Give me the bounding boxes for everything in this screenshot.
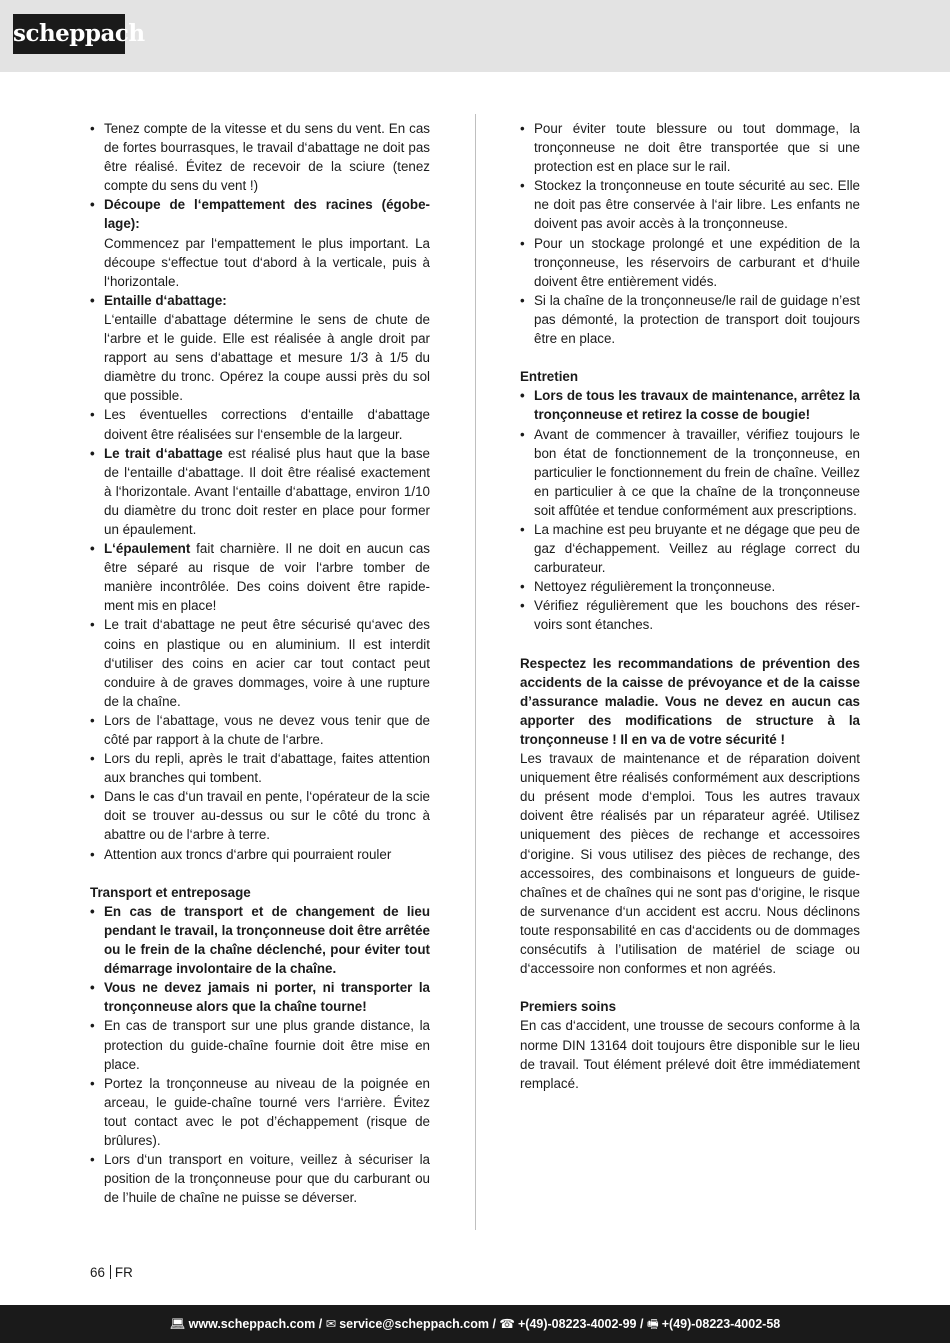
list-item: • Si la chaîne de la tronçonneuse/le rail de guidage n’est pas démonté, la protection de transport doit toujours être en place. [520,291,860,348]
list-item: • Vérifiez régulièrement que les bouchons des réservoirs sont étanches. [520,596,860,634]
email-icon: ✉︎ [325,1317,337,1331]
maintenance-paragraph: Les travaux de maintenance et de réparation doivent uniquement être réalisés conformément aux descriptions du présent mode d‘emploi. Tous les autres travaux doivent être réalisés par un réparateur agréé. Utilisez uniquement des pièces de rechange et accessoires d‘origine. Si vous utilisez des pièces de rechange, des accessoires, des combinaisons et longueurs de guide-chaînes et de chaînes qui ne sont pas d‘origine, le risque de survenance d‘un accident est accru. Nous déclinons toute responsabilité en cas d‘accidents ou de dommages consécutifs à l’utilisation de matériel de sciage ou d‘accessoire non conformes et non agréés. [520,751,860,977]
list-item: • Dans le cas d‘un travail en pente, l‘opérateur de la scie doit se trouver au-dessus ou sur le côté du tronc à abattre ou de l‘arbre à terre. [90,787,430,844]
storage-list [520,119,860,348]
list-item: • Lors d‘un transport en voiture, veillez à sécuriser la position de la tronçonneuse pour que du carburant ou de l’huile de chaîne ne puisse se déverser. [90,1150,430,1207]
header-bar [0,0,950,72]
list-item: • En cas de transport et de changement de lieu pendant le travail, la tronçonneuse doit être arrêtée ou le frein de la chaîne déclenché, pour éviter tout démarrage involontaire de la chaîne. [90,902,430,978]
item-title: • Découpe de l‘empattement des racines (égobelage): [104,197,430,232]
list-item: • Le trait d‘abattage ne peut être sécurisé qu‘avec des coins en plastique ou en aluminium. Il est interdit d‘utiliser des coins en acier car tout contact peut conduire à de graves dommages, voire à une rupture de la chaîne. [90,615,430,710]
list-item: • Découpe de l‘empattement des racines (égobelage): Commencez par l‘empattement le plus important. La découpe s‘effectue tout d‘abord à la verticale, puis à l‘horizontale. [90,195,430,290]
list-item: • La machine est peu bruyante et ne dégage que peu de gaz d‘échappement. Veillez au réglage correct du carburateur. [520,520,860,577]
maintenance-list [520,386,860,634]
list-item: • Entaille d‘abattage: L‘entaille d‘abattage détermine le sens de chute de l‘arbre et le guide. Elle est réalisée à angle droit par rapport au sens d‘abattage et mesure 1/3 à 1/5 du diamètre du tronc. Opérez la coupe aussi près du sol que possible. [90,291,430,406]
list-item: • Pour éviter toute blessure ou tout dommage, la tronçonneuse ne doit être transportée que si une protection est en place sur le rail. [520,119,860,176]
list-item: • Nettoyez régulièrement la tronçonneuse. [520,577,860,596]
fax-icon: 🖷︎ [646,1317,659,1331]
list-item: • Stockez la tronçonneuse en toute sécurité au sec. Elle ne doit pas être conservée à l‘air libre. Les enfants ne doivent pas avoir accès à la tronçonneuse. [520,176,860,233]
list-item: • Vous ne devez jamais ni porter, ni transporter la tronçonneuse alors que la chaîne tourne! [90,978,430,1016]
list-item: • Lors de tous les travaux de maintenance, arrêtez la tronçonneuse et retirez la cosse de bougie! [520,386,860,424]
list-item: • Portez la tronçonneuse au niveau de la poignée en arceau, le guide-chaîne tourné vers l‘arrière. Évitez tout contact avec le pot d’échappement (risque de brûlures). [90,1074,430,1150]
separator [110,1265,111,1279]
list-item: • Avant de commencer à travailler, vérifiez toujours le bon état de fonctionnement de la tronçonneuse, en particulier le fonctionnement du frein de chaîne. Veillez en particulier à ce que la chaîne de la tronçonneuse soit affûtée et tendue conformément aux prescriptions. [520,425,860,520]
list-item: • Tenez compte de la vitesse et du sens du vent. En cas de fortes bourrasques, le travail d‘abattage ne doit pas être réalisé. Évitez de recevoir de la sciure (tenez compte du sens du vent !) [90,119,430,195]
transport-list [90,902,430,1208]
contact-line: 💻︎ www.scheppach.com / ✉︎ service@scheppach.com / ☎︎ +(49)-08223-4002-99 / 🖷︎ +(49)-08223-4002-58 [169,1317,781,1331]
phone-number: +(49)-08223-4002-99 [517,1317,637,1331]
list-item: • Lors du repli, après le trait d‘abattage, faites attention aux branches qui tombent. [90,749,430,787]
left-column [90,119,430,1207]
fax-number: +(49)-08223-4002-58 [661,1317,781,1331]
warning-paragraph: Respectez les recommandations de prévention des accidents de la caisse de prévoyance et de la caisse d’assurance maladie. Vous ne devez en aucun cas apporter des modifications de structure à la tronçonneuse ! Il en va de votre sécurité ! [520,655,860,747]
right-column [520,119,860,1093]
list-item: • Attention aux troncs d‘arbre qui pourraient rouler [90,845,430,864]
computer-icon: 💻︎ [169,1317,186,1331]
language-code: FR [114,1265,133,1280]
list-item: • L‘épaulement fait charnière. Il ne doit en aucun cas être séparé au risque de voir l‘arbre tomber de manière incontrôlée. Des coins doivent être rapidement mis en place! [90,539,430,615]
section-heading-first-aid: Premiers soins [520,999,617,1015]
list-item: • Lors de l‘abattage, vous ne devez vous tenir que de côté par rapport à la chute de l‘arbre. [90,711,430,749]
page-number: 66 [90,1265,105,1280]
section-heading-entretien: Entretien [520,369,579,385]
list-item: • Le trait d‘abattage est réalisé plus haut que la base de l‘entaille d‘abattage. Il doit être réalisé exactement à l‘horizontale. Avant l‘entaille d‘abattage, environ 1/10 du diamètre du tronc doit rester en place pour former un épaulement. [90,444,430,539]
page-footer [90,1265,133,1280]
list-item: • Les éventuelles corrections d‘entaille d‘abattage doivent être réalisées sur l‘ensemble de la largeur. [90,405,430,443]
safety-list [90,119,430,864]
list-item: • Pour un stockage prolongé et une expédition de la tronçonneuse, les réservoirs de carburant et d‘huile doivent être entièrement vidés. [520,234,860,291]
brand-logo: scheppach [13,14,125,54]
section-heading-transport: Transport et entreposage [90,884,251,900]
phone-icon: ☎︎ [499,1317,515,1331]
item-title: • Entaille d‘abattage: [104,292,227,308]
email-link[interactable]: service@scheppach.com [339,1317,489,1331]
column-divider [475,114,476,1230]
contact-bar [0,1305,950,1343]
list-item: • En cas de transport sur une plus grande distance, la protection du guide-chaîne fournie doit être mise en place. [90,1016,430,1073]
first-aid-paragraph: En cas d‘accident, une trousse de secours conforme à la norme DIN 13164 doit toujours être disponible sur le lieu de travail. Tout élément prélevé doit être immédiatement remplacé. [520,1018,860,1091]
website-link[interactable]: www.scheppach.com [188,1317,316,1331]
